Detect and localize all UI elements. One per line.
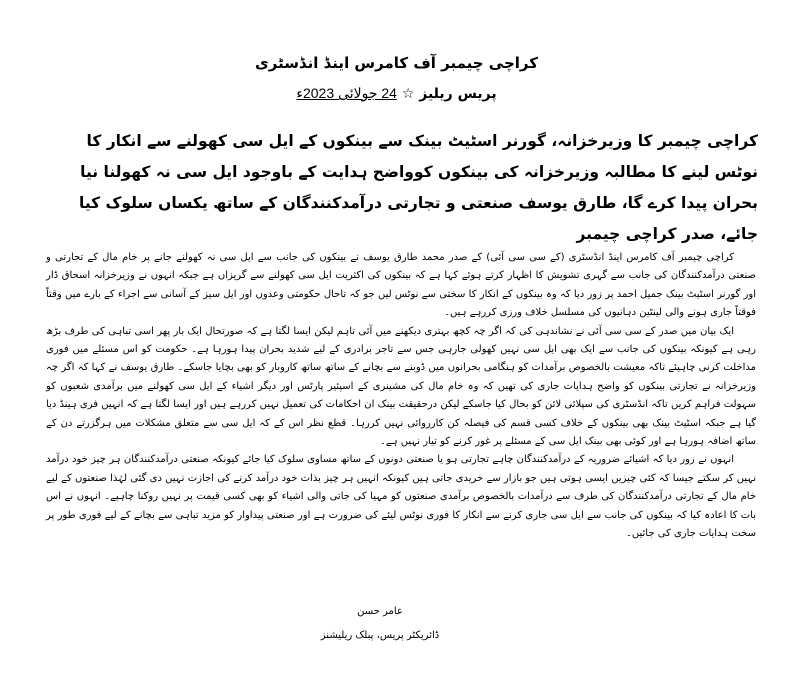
release-label: پریس ریلیز: [419, 86, 497, 102]
body-paragraph: کراچی چیمبر آف کامرس اینڈ انڈسٹری (کے سی سی آئی) کے صدر محمد طارق یوسف نے بینکوں کی جانب سے ایل سی نہ کھولنے جانے پر خام مال کے تجارتی و صنعتی درآمدکنندگان کی جانب سے گہری تشویش کا اظہار کرتے ہوئے کہا ہے کہ بینکوں کی اکثریت ایل سی کھولنے سے گریزاں ہے جبکہ انہوں نے وزیرخزانہ اسحاق ڈار اور گورنر اسٹیٹ بینک جمیل احمد پر زور دیا کہ وہ بینکوں کے انکار کا سختی سے نوٹس لیں جو کہ تاحال حکومتی وعدوں اور ایل سیز کے آسانی سے اجراء کے بارے میں وقتاً فوقتاً جاری ہونے والی لینٹین دہانیوں کی مسلسل خلاف ورزی کررہے ہیں۔: [46, 252, 756, 319]
star-icon: ☆: [401, 86, 415, 102]
signature-title: ڈائریکٹر پریس، پبلک ریلیشنز: [320, 630, 440, 641]
headline: کراچی چیمبر کا وزیرخزانہ، گورنر اسٹیٹ بینک سے بینکوں کے ایل سی کھولنے سے انکار کا نوٹس لینے کا مطالبہ وزیرخزانہ کی بینکوں کوواضح ہدایت کے باوجود ایل سی نہ کھولنا نیا بحران پیدا کرے گا، طارق یوسف صنعتی و تجارتی درآمدکنندگان کے ساتھ یکساں سلوک کیا جائے، صدر کراچی چیمبر: [79, 132, 758, 243]
signature-name: عامر حسن: [357, 606, 403, 617]
body-text: [46, 249, 756, 544]
organization-title: کراچی چیمبر آف کامرس اینڈ انڈسٹری: [255, 54, 538, 72]
body-paragraph: انہوں نے زور دیا کہ اشیائے ضروریہ کے درآمدکنندگان چاہے تجارتی ہو یا صنعتی دونوں کے ساتھ مساوی سلوک کیا جائے کیونکہ صنعتی درآمدکنندگان ہر چیز خود درآمد نہیں کر سکتے جیسا کہ کئی چیزیں ایسی ہوتی ہیں جو بازار سے خریدی جاتی ہیں کیونکہ انہیں ہر چیز بذات خود درآمد کرنے کی اجازت نہیں دی گئی لہٰذا صنعتوں کے لیے خام مال کے تجارتی درآمدکنندگان کی طرف سے درآمدات بالخصوص برآمدی صنعتوں کو مہیا کی جاتی والی اشیاء کو بھی کسی قیمت پر نہیں روکنا چاہیے۔ انہوں نے اس بات کا اعادہ کیا کہ بینکوں کی جانب سے ایل سی جاری کرنے سے انکار کا فوری نوٹس لیئے کی ضرورت ہے اور صنعتی پیداوار کو مزید تباہی سے بچانے کے لیے فوری طور پر سخت ہدایات جاری کی جائیں۔: [46, 454, 756, 540]
release-line: [0, 85, 793, 102]
body-paragraph: ایک بیان میں صدر کے سی سی آئی نے نشاندہی کی کہ اگر چہ کچھ بہتری دیکھنے میں آئی تاہم لیکن ایسا لگتا ہے کہ صورتحال ایک بار پھر اسی تباہی کی طرف بڑھ رہی ہے کیونکہ بینکوں کی جانب سے ایک بھی ایل سی نہیں کھولی جارہی جس سے تاجر برادری کے لیے شدید بحران پیدا ہورہا ہے۔ حکومت کو اس مسئلے میں فوری مداخلت کرنی چاہیئے تاکہ معیشت بالخصوص برآمدات کو ہنگامی بحرانوں میں ڈوبنے سے بچانے کے ساتھ ساتھ کاروبار کو بھی بچایا جاسکے۔ طارق یوسف نے کہا کہ اگر چہ وزیرخزانہ نے تجارتی بینکوں کو واضح ہدایات جاری کی تھیں کہ وہ خام مال کی مشینری کے اسپئیر پارٹس اور دیگر اشیاء کے ایل سی کھولنے میں برآمدی شعبوں کو سہولت فراہم کریں تاکہ انڈسٹری کی سپلائی لائن کو بحال کیا جاسکے لیکن درحقیقت بینک ان احکامات کی تعمیل نہیں کررہے ہیں اور ایسا لگتا ہے کہ انہیں فری ہینڈ دیا گیا ہے جبکہ اسٹیٹ بینک بھی بینکوں کے خلاف کسی قسم کی فیصلہ کن کارروائی نہیں کررہا۔ قطع نظر اس کے کہ ایل سی سے متعلق مشکلات میں ہرگزرتے دن کے ساتھ اضافہ ہورہا ہے اور کوئی بھی بینک ایل سی کے مسئلے پر غور کرنے کو تیار نہیں ہے۔: [46, 325, 756, 448]
release-date: 24 جولائی 2023ء: [296, 85, 397, 101]
